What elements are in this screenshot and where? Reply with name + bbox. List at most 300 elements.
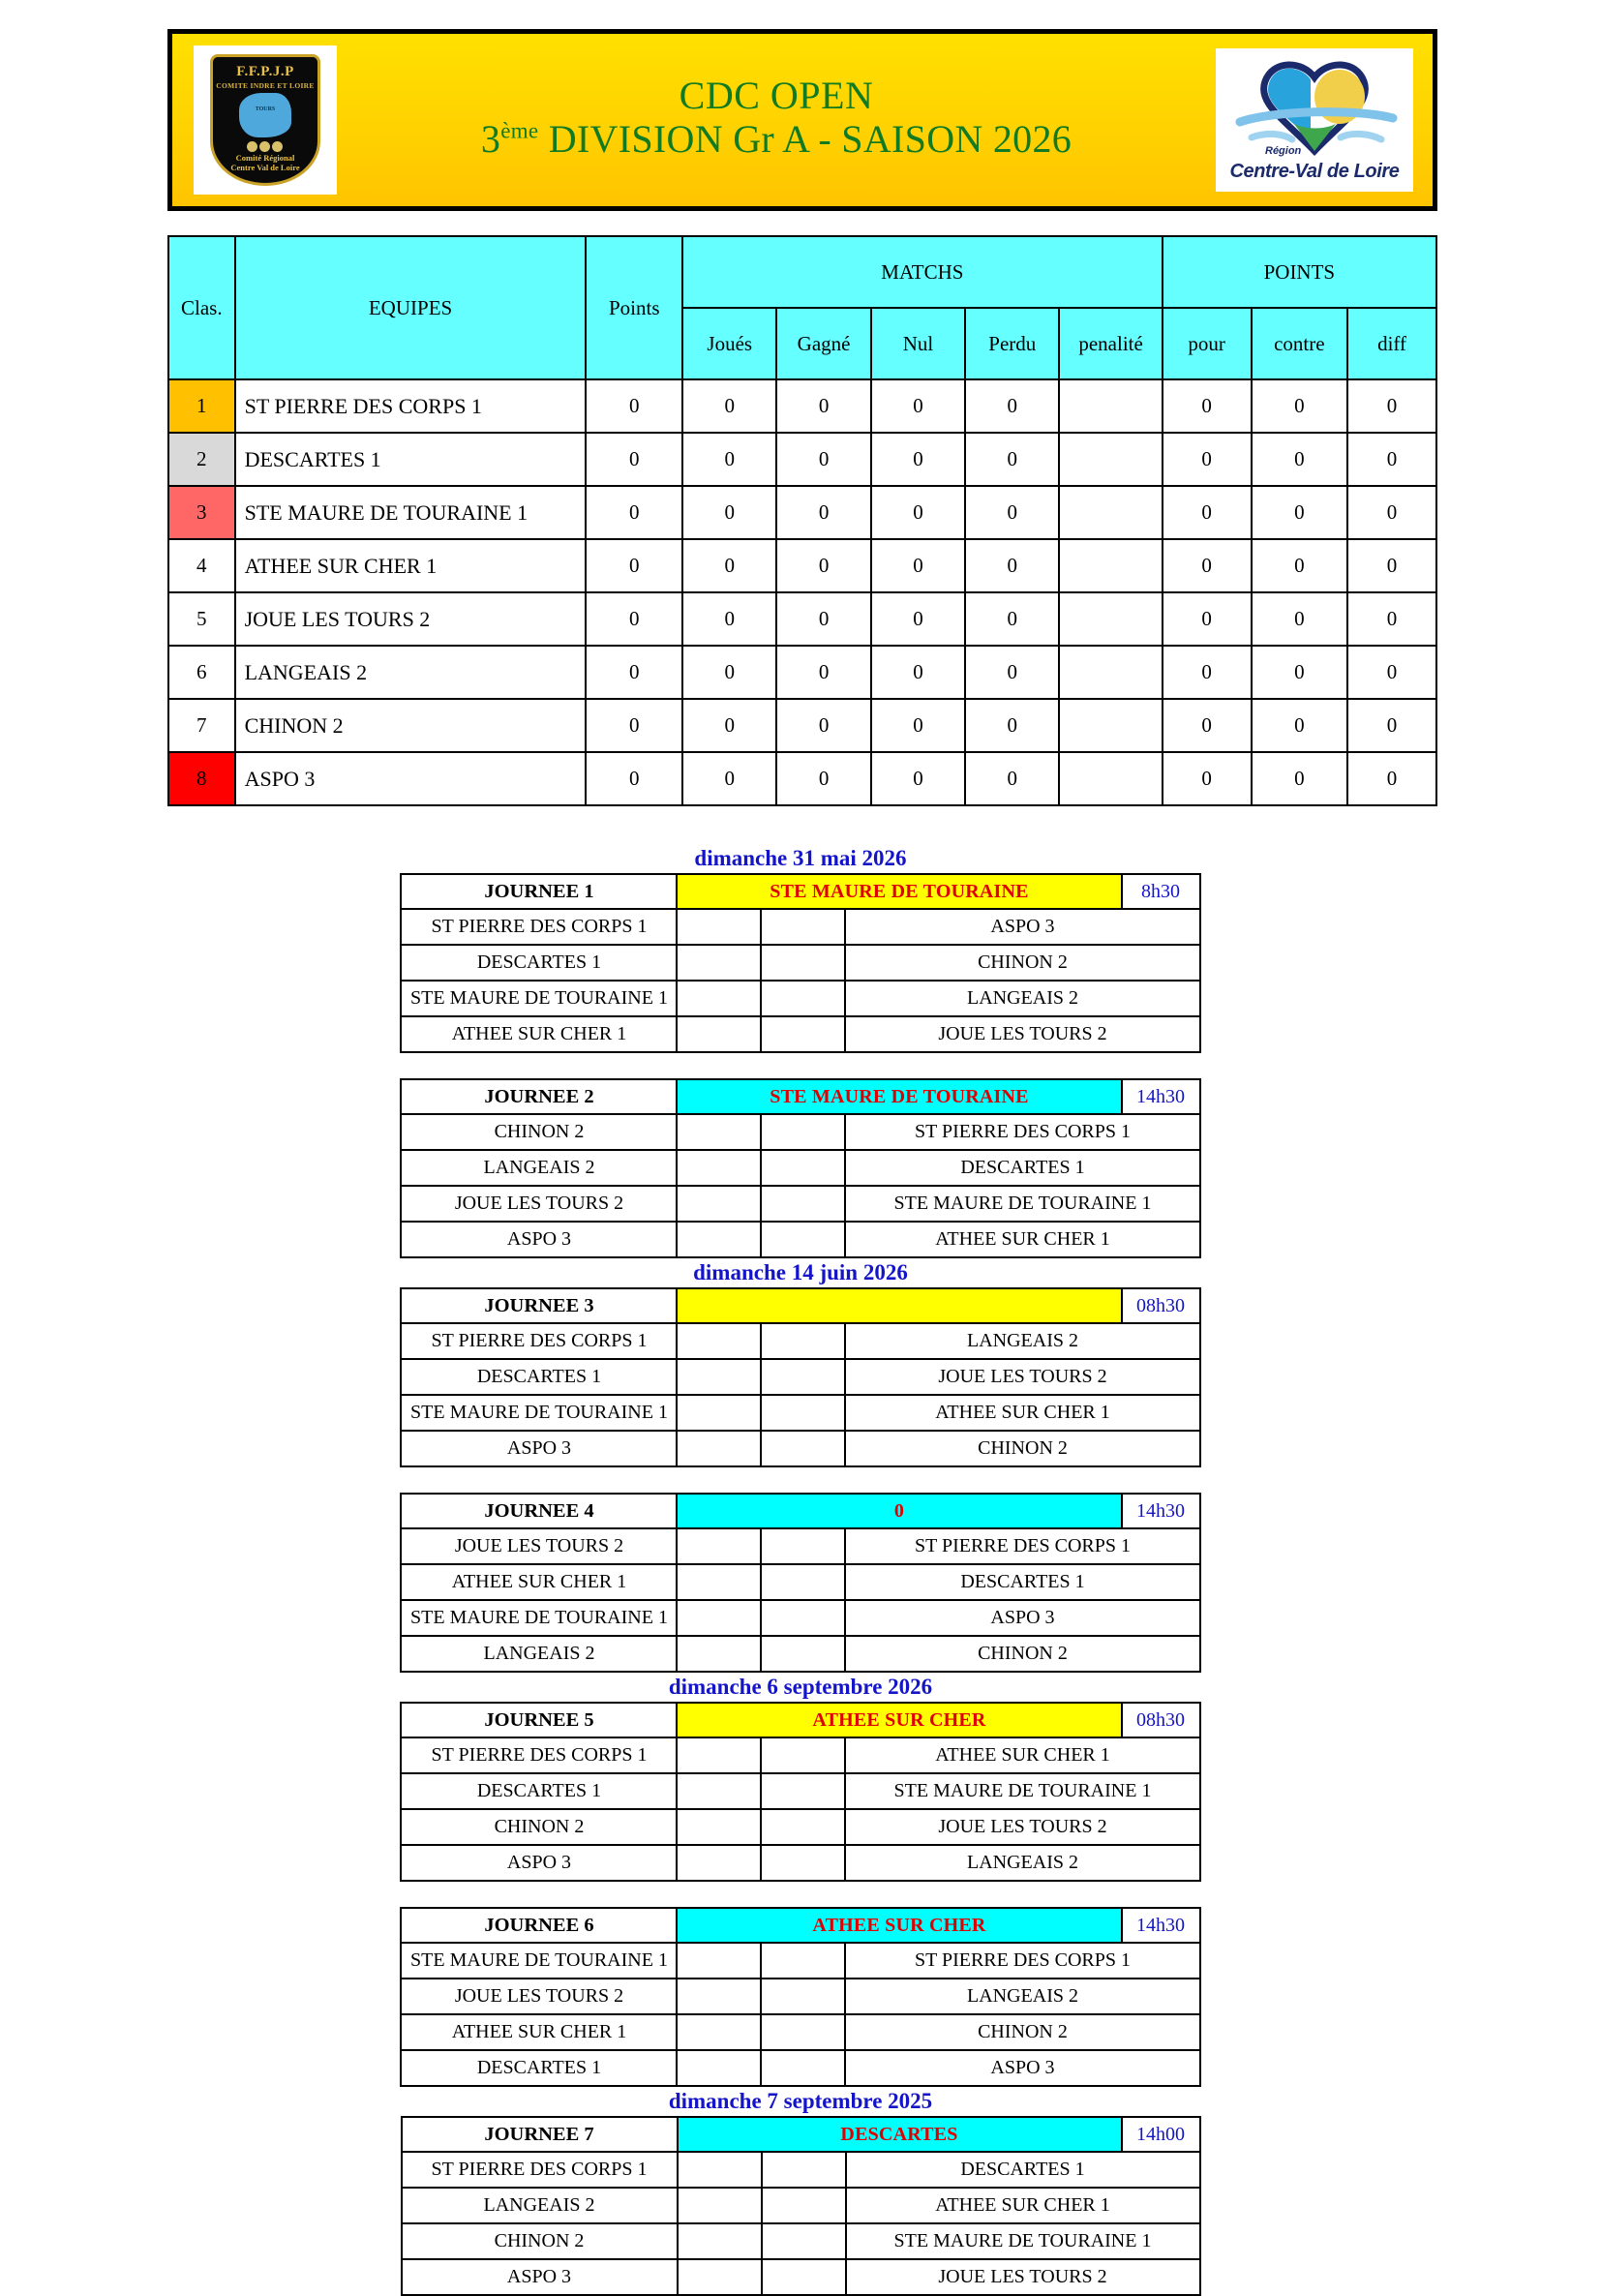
match-row xyxy=(401,1600,1199,1636)
cell-matchs-perdu: 0 xyxy=(965,752,1059,805)
match-away-score[interactable] xyxy=(761,1773,845,1809)
column-header-equipes: EQUIPES xyxy=(235,236,587,379)
ffpjp-logo-bottom-line2: Centre Val de Loire xyxy=(230,162,300,172)
cvl-logo-text: Centre-Val de Loire xyxy=(1229,160,1400,182)
centre-val-de-loire-logo xyxy=(1216,48,1413,192)
match-home-score[interactable] xyxy=(677,2014,761,2050)
match-home-score[interactable] xyxy=(677,1150,761,1186)
match-away-score[interactable] xyxy=(761,909,845,945)
match-home-team: ATHEE SUR CHER 1 xyxy=(401,1016,677,1052)
match-home-score[interactable] xyxy=(677,1845,761,1881)
cell-rank: 1 xyxy=(168,379,235,433)
cell-points-pour: 0 xyxy=(1163,752,1252,805)
schedule-date-header: dimanche 14 juin 2026 xyxy=(693,1260,908,1284)
journee-label: JOURNEE 6 xyxy=(401,1908,677,1943)
match-away-team: ASPO 3 xyxy=(845,1600,1199,1636)
match-row xyxy=(401,1186,1199,1222)
cell-points: 0 xyxy=(586,646,682,699)
match-away-score[interactable] xyxy=(761,1809,845,1845)
table-row xyxy=(168,433,1436,486)
cell-team-name: ATHEE SUR CHER 1 xyxy=(235,539,587,592)
match-home-score[interactable] xyxy=(677,945,761,981)
match-home-score[interactable] xyxy=(677,1222,761,1257)
match-row xyxy=(401,981,1199,1016)
cell-rank: 8 xyxy=(168,752,235,805)
match-home-team: STE MAURE DE TOURAINE 1 xyxy=(401,1600,677,1636)
match-row xyxy=(401,1359,1199,1395)
match-home-team: ST PIERRE DES CORPS 1 xyxy=(401,1323,677,1359)
cell-matchs-penalite xyxy=(1059,433,1162,486)
cell-matchs-penalite xyxy=(1059,699,1162,752)
standings-header xyxy=(168,236,1436,379)
division-season-text: DIVISION Gr A - SAISON 2026 xyxy=(538,117,1072,161)
match-row xyxy=(401,1845,1199,1881)
match-away-score[interactable] xyxy=(761,1222,845,1257)
column-header-clas: Clas. xyxy=(168,236,235,379)
page-title xyxy=(337,75,1216,166)
match-away-score[interactable] xyxy=(762,2188,846,2223)
schedule-spacer xyxy=(0,1053,1601,1078)
journee-time: 08h30 xyxy=(1122,1288,1200,1323)
standings-table xyxy=(167,235,1437,806)
schedule-section xyxy=(0,844,1601,2296)
table-row xyxy=(168,646,1436,699)
cell-team-name: ST PIERRE DES CORPS 1 xyxy=(235,379,587,433)
cell-matchs-perdu: 0 xyxy=(965,539,1059,592)
match-home-score[interactable] xyxy=(678,2223,762,2259)
match-home-score[interactable] xyxy=(677,1431,761,1466)
cell-matchs-gagne: 0 xyxy=(776,433,870,486)
cell-matchs-joues: 0 xyxy=(682,433,776,486)
table-row xyxy=(168,752,1436,805)
match-home-score[interactable] xyxy=(677,1186,761,1222)
match-row xyxy=(401,1773,1199,1809)
match-home-score[interactable] xyxy=(677,1809,761,1845)
column-header-pour: pour xyxy=(1163,308,1252,379)
cell-rank: 6 xyxy=(168,646,235,699)
match-home-score[interactable] xyxy=(677,1564,761,1600)
match-away-score[interactable] xyxy=(761,981,845,1016)
cell-matchs-nul: 0 xyxy=(871,752,965,805)
cell-points-contre: 0 xyxy=(1252,433,1348,486)
match-away-score[interactable] xyxy=(761,1564,845,1600)
cvl-heart-svg xyxy=(1223,58,1406,163)
match-row xyxy=(401,1979,1199,2014)
match-home-team: LANGEAIS 2 xyxy=(401,1636,677,1672)
match-home-team: JOUE LES TOURS 2 xyxy=(401,1186,677,1222)
match-home-score[interactable] xyxy=(677,1943,761,1979)
cell-rank: 2 xyxy=(168,433,235,486)
cell-points-contre: 0 xyxy=(1252,592,1348,646)
match-home-team: STE MAURE DE TOURAINE 1 xyxy=(401,1395,677,1431)
journee-table xyxy=(400,1078,1200,1258)
journee-time: 08h30 xyxy=(1122,1703,1200,1737)
journee-header-row xyxy=(402,2117,1200,2152)
match-away-team: LANGEAIS 2 xyxy=(845,1323,1199,1359)
match-away-score[interactable] xyxy=(761,1186,845,1222)
match-home-score[interactable] xyxy=(677,2050,761,2086)
journee-label: JOURNEE 2 xyxy=(401,1079,677,1114)
schedule-date-header: dimanche 31 mai 2026 xyxy=(694,846,907,870)
journee-label: JOURNEE 5 xyxy=(401,1703,677,1737)
column-header-gagne: Gagné xyxy=(776,308,870,379)
match-away-team: JOUE LES TOURS 2 xyxy=(845,1016,1199,1052)
journee-table xyxy=(400,1493,1200,1673)
match-home-score[interactable] xyxy=(677,1323,761,1359)
cell-matchs-perdu: 0 xyxy=(965,592,1059,646)
cell-points: 0 xyxy=(586,539,682,592)
cell-points-diff: 0 xyxy=(1347,752,1436,805)
petanque-boules-icon xyxy=(247,141,284,153)
cell-matchs-perdu: 0 xyxy=(965,433,1059,486)
cell-points-pour: 0 xyxy=(1163,592,1252,646)
match-row xyxy=(402,2223,1200,2259)
page-title-line1: CDC OPEN xyxy=(679,74,874,118)
match-away-score[interactable] xyxy=(762,2152,846,2188)
match-home-team: DESCARTES 1 xyxy=(401,1359,677,1395)
match-home-score[interactable] xyxy=(677,1979,761,2014)
journee-time: 8h30 xyxy=(1122,874,1200,909)
match-row xyxy=(401,1943,1199,1979)
match-home-score[interactable] xyxy=(677,1114,761,1150)
cell-matchs-penalite xyxy=(1059,646,1162,699)
match-away-team: ATHEE SUR CHER 1 xyxy=(845,1737,1199,1773)
match-home-score[interactable] xyxy=(677,1395,761,1431)
match-away-score[interactable] xyxy=(761,945,845,981)
match-away-score[interactable] xyxy=(761,1431,845,1466)
ffpjp-logo-bottom-text xyxy=(208,154,322,173)
cell-matchs-perdu: 0 xyxy=(965,486,1059,539)
match-away-team: STE MAURE DE TOURAINE 1 xyxy=(845,1773,1199,1809)
journee-venue: ATHEE SUR CHER xyxy=(677,1908,1121,1943)
match-away-team: JOUE LES TOURS 2 xyxy=(845,1809,1199,1845)
match-away-score[interactable] xyxy=(761,1359,845,1395)
cell-points: 0 xyxy=(586,592,682,646)
journee-table xyxy=(401,2116,1201,2296)
page-header-banner xyxy=(167,29,1437,211)
match-row xyxy=(401,1323,1199,1359)
match-row xyxy=(401,1737,1199,1773)
match-away-score[interactable] xyxy=(761,1845,845,1881)
cell-matchs-nul: 0 xyxy=(871,486,965,539)
cell-matchs-perdu: 0 xyxy=(965,699,1059,752)
cell-matchs-nul: 0 xyxy=(871,433,965,486)
match-home-score[interactable] xyxy=(677,1600,761,1636)
cell-matchs-nul: 0 xyxy=(871,646,965,699)
match-away-team: STE MAURE DE TOURAINE 1 xyxy=(846,2223,1200,2259)
match-home-score[interactable] xyxy=(678,2188,762,2223)
match-away-team: ASPO 3 xyxy=(845,909,1199,945)
journee-venue: DESCARTES xyxy=(678,2117,1122,2152)
ffpjp-logo-bottom-line1: Comité Régional xyxy=(235,153,295,163)
match-away-team: ST PIERRE DES CORPS 1 xyxy=(845,1528,1199,1564)
match-row xyxy=(402,2188,1200,2223)
column-header-nul: Nul xyxy=(871,308,965,379)
match-home-score[interactable] xyxy=(677,1636,761,1672)
cell-matchs-joues: 0 xyxy=(682,592,776,646)
match-home-team: LANGEAIS 2 xyxy=(401,1150,677,1186)
match-home-team: STE MAURE DE TOURAINE 1 xyxy=(401,981,677,1016)
journee-venue: STE MAURE DE TOURAINE xyxy=(677,1079,1121,1114)
cell-matchs-nul: 0 xyxy=(871,699,965,752)
match-home-team: ST PIERRE DES CORPS 1 xyxy=(402,2152,678,2188)
journee-header-row xyxy=(401,1908,1199,1943)
cell-team-name: JOUE LES TOURS 2 xyxy=(235,592,587,646)
column-header-perdu: Perdu xyxy=(965,308,1059,379)
cell-matchs-penalite xyxy=(1059,486,1162,539)
cell-team-name: ASPO 3 xyxy=(235,752,587,805)
match-row xyxy=(401,1528,1199,1564)
cell-matchs-nul: 0 xyxy=(871,539,965,592)
cell-matchs-penalite xyxy=(1059,379,1162,433)
match-away-team: ATHEE SUR CHER 1 xyxy=(846,2188,1200,2223)
indre-et-loire-map-icon xyxy=(239,93,291,137)
journee-header-row xyxy=(401,1494,1199,1528)
match-row xyxy=(402,2152,1200,2188)
match-away-score[interactable] xyxy=(761,2050,845,2086)
cell-matchs-nul: 0 xyxy=(871,592,965,646)
match-row xyxy=(401,1564,1199,1600)
match-home-team: JOUE LES TOURS 2 xyxy=(401,1979,677,2014)
page-title-line2 xyxy=(337,118,1216,162)
journee-table xyxy=(400,873,1200,1053)
match-away-score[interactable] xyxy=(761,1323,845,1359)
cell-matchs-penalite xyxy=(1059,592,1162,646)
cell-matchs-gagne: 0 xyxy=(776,699,870,752)
ffpjp-logo-top-text: F.F.P.J.P xyxy=(236,64,294,79)
cell-matchs-gagne: 0 xyxy=(776,486,870,539)
schedule-spacer xyxy=(0,1467,1601,1493)
journee-time: 14h00 xyxy=(1122,2117,1200,2152)
journee-header-row xyxy=(401,1703,1199,1737)
cell-rank: 7 xyxy=(168,699,235,752)
cell-matchs-gagne: 0 xyxy=(776,379,870,433)
cell-matchs-perdu: 0 xyxy=(965,379,1059,433)
cell-points-contre: 0 xyxy=(1252,699,1348,752)
match-away-score[interactable] xyxy=(761,1636,845,1672)
match-away-score[interactable] xyxy=(761,1528,845,1564)
journee-venue: STE MAURE DE TOURAINE xyxy=(677,874,1121,909)
match-away-score[interactable] xyxy=(761,1016,845,1052)
match-home-team: STE MAURE DE TOURAINE 1 xyxy=(401,1943,677,1979)
journee-table xyxy=(400,1907,1200,2087)
match-row xyxy=(401,1431,1199,1466)
ffpjp-logo-map-label: TOURS xyxy=(255,106,276,112)
match-home-team: ASPO 3 xyxy=(401,1222,677,1257)
cell-matchs-joues: 0 xyxy=(682,539,776,592)
table-row xyxy=(168,699,1436,752)
match-away-score[interactable] xyxy=(761,1979,845,2014)
journee-time: 14h30 xyxy=(1122,1908,1200,1943)
schedule-date-header: dimanche 7 septembre 2025 xyxy=(668,2089,933,2113)
cell-rank: 5 xyxy=(168,592,235,646)
column-group-header-matchs: MATCHS xyxy=(682,236,1163,308)
match-row xyxy=(401,1222,1199,1257)
column-header-penalite: penalité xyxy=(1059,308,1162,379)
match-home-team: ST PIERRE DES CORPS 1 xyxy=(401,909,677,945)
cell-points-diff: 0 xyxy=(1347,592,1436,646)
match-home-score[interactable] xyxy=(677,909,761,945)
cell-matchs-joues: 0 xyxy=(682,379,776,433)
schedule-spacer xyxy=(0,1882,1601,1907)
cell-rank: 4 xyxy=(168,539,235,592)
column-header-joues: Joués xyxy=(682,308,776,379)
match-home-team: DESCARTES 1 xyxy=(401,1773,677,1809)
match-home-team: LANGEAIS 2 xyxy=(402,2188,678,2223)
cell-team-name: CHINON 2 xyxy=(235,699,587,752)
cell-matchs-perdu: 0 xyxy=(965,646,1059,699)
match-home-team: ATHEE SUR CHER 1 xyxy=(401,1564,677,1600)
match-away-score[interactable] xyxy=(761,2014,845,2050)
match-home-team: ATHEE SUR CHER 1 xyxy=(401,2014,677,2050)
cell-points-diff: 0 xyxy=(1347,539,1436,592)
journee-venue: 0 xyxy=(677,1494,1121,1528)
match-away-team: DESCARTES 1 xyxy=(845,1150,1199,1186)
ffpjp-logo xyxy=(194,45,337,195)
match-away-team: ST PIERRE DES CORPS 1 xyxy=(845,1114,1199,1150)
match-row xyxy=(401,1114,1199,1150)
journee-label: JOURNEE 4 xyxy=(401,1494,677,1528)
cell-points: 0 xyxy=(586,433,682,486)
match-away-score[interactable] xyxy=(761,1114,845,1150)
match-home-team: ST PIERRE DES CORPS 1 xyxy=(401,1737,677,1773)
match-home-team: ASPO 3 xyxy=(401,1431,677,1466)
match-away-team: DESCARTES 1 xyxy=(846,2152,1200,2188)
cell-points-contre: 0 xyxy=(1252,539,1348,592)
match-home-team: CHINON 2 xyxy=(402,2223,678,2259)
match-home-team: JOUE LES TOURS 2 xyxy=(401,1528,677,1564)
match-home-score[interactable] xyxy=(677,1528,761,1564)
match-away-team: CHINON 2 xyxy=(845,2014,1199,2050)
column-header-contre: contre xyxy=(1252,308,1348,379)
match-home-team: CHINON 2 xyxy=(401,1809,677,1845)
journee-table xyxy=(400,1287,1200,1467)
cell-points: 0 xyxy=(586,752,682,805)
ffpjp-shield-icon xyxy=(204,52,326,188)
cell-points-contre: 0 xyxy=(1252,752,1348,805)
match-away-team: LANGEAIS 2 xyxy=(845,981,1199,1016)
match-row xyxy=(401,909,1199,945)
match-home-score[interactable] xyxy=(677,981,761,1016)
match-home-score[interactable] xyxy=(678,2259,762,2295)
cell-points-diff: 0 xyxy=(1347,486,1436,539)
cell-matchs-gagne: 0 xyxy=(776,646,870,699)
match-row xyxy=(401,1636,1199,1672)
division-ordinal-suffix: ème xyxy=(500,118,539,143)
match-home-team: CHINON 2 xyxy=(401,1114,677,1150)
cell-rank: 3 xyxy=(168,486,235,539)
cell-points-pour: 0 xyxy=(1163,433,1252,486)
cell-points-pour: 0 xyxy=(1163,379,1252,433)
match-row xyxy=(402,2259,1200,2295)
cell-matchs-joues: 0 xyxy=(682,752,776,805)
match-row xyxy=(401,1016,1199,1052)
match-home-score[interactable] xyxy=(677,1773,761,1809)
cell-points-diff: 0 xyxy=(1347,379,1436,433)
cell-matchs-gagne: 0 xyxy=(776,752,870,805)
match-away-score[interactable] xyxy=(761,1150,845,1186)
match-away-team: ATHEE SUR CHER 1 xyxy=(845,1222,1199,1257)
cell-points: 0 xyxy=(586,486,682,539)
match-row xyxy=(401,2050,1199,2086)
match-row xyxy=(401,2014,1199,2050)
match-away-score[interactable] xyxy=(761,1737,845,1773)
match-away-score[interactable] xyxy=(762,2223,846,2259)
cell-points: 0 xyxy=(586,699,682,752)
cell-matchs-gagne: 0 xyxy=(776,539,870,592)
match-away-team: STE MAURE DE TOURAINE 1 xyxy=(845,1186,1199,1222)
table-row xyxy=(168,592,1436,646)
match-home-team: ASPO 3 xyxy=(402,2259,678,2295)
journee-venue: ATHEE SUR CHER xyxy=(677,1703,1121,1737)
match-away-score[interactable] xyxy=(761,1395,845,1431)
cell-points-contre: 0 xyxy=(1252,486,1348,539)
column-group-header-points: POINTS xyxy=(1163,236,1436,308)
cell-points-contre: 0 xyxy=(1252,646,1348,699)
journee-time: 14h30 xyxy=(1122,1494,1200,1528)
match-away-team: ST PIERRE DES CORPS 1 xyxy=(845,1943,1199,1979)
match-away-score[interactable] xyxy=(761,1600,845,1636)
match-home-score[interactable] xyxy=(677,1359,761,1395)
cell-points-diff: 0 xyxy=(1347,699,1436,752)
match-home-score[interactable] xyxy=(677,1737,761,1773)
match-away-team: ASPO 3 xyxy=(845,2050,1199,2086)
journee-header-row xyxy=(401,1079,1199,1114)
division-number: 3 xyxy=(480,117,501,161)
cell-matchs-penalite xyxy=(1059,539,1162,592)
journee-time: 14h30 xyxy=(1122,1079,1200,1114)
match-row xyxy=(401,1809,1199,1845)
match-away-team: LANGEAIS 2 xyxy=(845,1979,1199,2014)
cell-team-name: STE MAURE DE TOURAINE 1 xyxy=(235,486,587,539)
match-row xyxy=(401,1395,1199,1431)
cell-matchs-joues: 0 xyxy=(682,486,776,539)
journee-label: JOURNEE 7 xyxy=(402,2117,678,2152)
column-header-points: Points xyxy=(586,236,682,379)
cvl-region-word: Région xyxy=(1265,144,1302,157)
match-row xyxy=(401,945,1199,981)
match-away-score[interactable] xyxy=(761,1943,845,1979)
cell-matchs-joues: 0 xyxy=(682,646,776,699)
cell-team-name: LANGEAIS 2 xyxy=(235,646,587,699)
cell-matchs-penalite xyxy=(1059,752,1162,805)
match-home-team: DESCARTES 1 xyxy=(401,945,677,981)
match-away-team: DESCARTES 1 xyxy=(845,1564,1199,1600)
table-row xyxy=(168,539,1436,592)
heart-logo-icon xyxy=(1223,58,1406,163)
match-away-team: LANGEAIS 2 xyxy=(845,1845,1199,1881)
cell-points-pour: 0 xyxy=(1163,539,1252,592)
match-home-team: DESCARTES 1 xyxy=(401,2050,677,2086)
match-away-score[interactable] xyxy=(762,2259,846,2295)
cell-points: 0 xyxy=(586,379,682,433)
cell-matchs-nul: 0 xyxy=(871,379,965,433)
cell-points-pour: 0 xyxy=(1163,699,1252,752)
match-away-team: JOUE LES TOURS 2 xyxy=(846,2259,1200,2295)
standings-body xyxy=(168,379,1436,805)
match-away-team: JOUE LES TOURS 2 xyxy=(845,1359,1199,1395)
schedule-date-header: dimanche 6 septembre 2026 xyxy=(668,1675,933,1699)
column-header-diff: diff xyxy=(1347,308,1436,379)
journee-venue xyxy=(677,1288,1121,1323)
cell-points-diff: 0 xyxy=(1347,433,1436,486)
journee-header-row xyxy=(401,1288,1199,1323)
cell-points-contre: 0 xyxy=(1252,379,1348,433)
cell-points-pour: 0 xyxy=(1163,486,1252,539)
match-away-team: ATHEE SUR CHER 1 xyxy=(845,1395,1199,1431)
match-home-score[interactable] xyxy=(677,1016,761,1052)
match-home-score[interactable] xyxy=(678,2152,762,2188)
